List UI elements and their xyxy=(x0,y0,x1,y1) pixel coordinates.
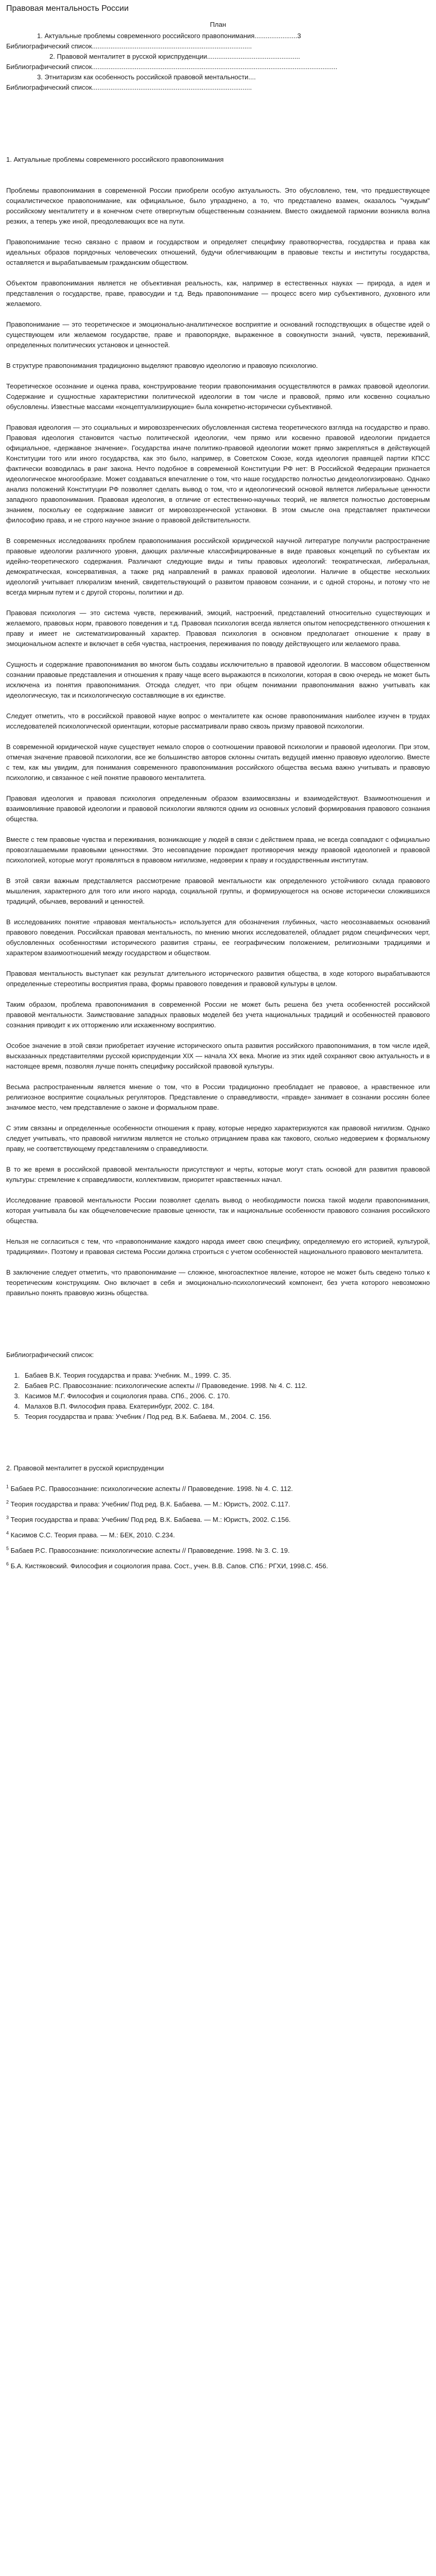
paragraph: Проблемы правопонимания в современной России приобрели особую актуальность. Это обусловлено, тем, что предшествующее социалистическое правопонимание, как официальное, было упразднено, а то, что представлено взамен, оказалось "чуждым" российскому менталитету и в конечном счете отвергнутым общественным сознанием. Вместо ожидаемой гармонии возникла волна резких, а теперь уже иной, преодолевающих все на пути. xyxy=(6,187,430,225)
paragraph: Исследование правовой ментальности России позволяет сделать вывод о необходимости поиска такой модели правопонимания, которая учитывала бы как общечеловеческие правовые ценности, так и национальные особенности правового сознания российского общества. xyxy=(6,1196,430,1225)
paragraph: Правовая психология — это система чувств, переживаний, эмоций, настроений, представлений относительно существующих и желаемого, правовых норм, правового поведения и т.д. Правовая психология всегда является опытом непосредственного отношения к праву и имеет не систематизированный характер. Правовая психология в основном предполагает отношение к праву в эмоциональном аспекте и включает в себя чувства, настроения, переживания по поводу действующего или желаемого права. xyxy=(6,609,430,648)
toc-item-3: 3. Этнитаризм как особенность российской правовой ментальности.... xyxy=(37,73,256,81)
paragraph: В структуре правопонимания традиционно выделяют правовую идеологию и правовую психологию. xyxy=(6,362,318,369)
footnote-text: Б.А. Кистяковский. Философия и социология права. Сост., учен. В.В. Сапов. СПб.: РГХИ, 1998.С. 456. xyxy=(10,1562,328,1570)
footnote-text: Теория государства и права: Учебник/ Под ред. В.К. Бабаева. — М.: Юристъ, 2002. С.156. xyxy=(10,1516,291,1523)
bibliography-item: 1. Бабаев В.К. Теория государства и права: Учебник. М., 1999. С. 35. xyxy=(22,1370,430,1381)
paragraph: Правопонимание тесно связано с правом и государством и определяет специфику правотворчества, государства и права как идеальных образов порядочных человеческих отношений, будучи облегчивающим в правовые тексты и институты государства, оставляется и вырабатываемым гражданским обществом. xyxy=(6,238,430,266)
section-2-footnotes xyxy=(6,1484,430,1571)
paragraph: Правовая ментальность выступает как результат длительного исторического развития общества, в ходе которого вырабатываются определенные стереотипы восприятия права, формы правового поведения и правовой культуры в целом. xyxy=(6,970,430,988)
toc-item-1: 1. Актуальные проблемы современного российского правопонимания.......................3 xyxy=(37,32,301,40)
footnote-text: Касимов С.С. Теория права. — М.: БЕК, 2010. С.234. xyxy=(10,1531,175,1539)
paragraph: В современной юридической науке существует немало споров о соотношении правовой психологии и правовой идеологии. При этом, отмечая значение правовой психологии, все же большинство авторов склонны считать ведущей именно правовую идеологию. Вместе с тем, как мы увидим, для понимания современного правопонимания российского общества весьма важно учитывать и правовую психологию, и связанное с ней понятие правового менталитета. xyxy=(6,743,430,782)
footnote: $^2$ Теория государства и права: Учебник/ Под ред. В.К. Бабаева. — М.: Юристъ, 2002. С.117. xyxy=(6,1499,290,1508)
paragraph: Правопонимание — это теоретическое и эмоционально-аналитическое восприятие и оснований господствующих в обществе идей о существующем или желаемом государстве, праве и правопорядке, выраженное в совокупности знаний, чувств, переживаний, определенных политических установок и ценностей. xyxy=(6,320,430,349)
paragraph: Сущность и содержание правопонимания во многом быть создавы исключительно в правовой идеологии. В массовом общественном сознании правовые представления и отношения к праву чаще всего выражаются в психологии, которая в свою очередь не может быть исключена из понятия правопонимания. Отсюда следует, что при общем понимании правопонимания важно учитывать как идеологическую, так и психологическую составляющие в их единстве. xyxy=(6,660,430,699)
paragraph: Теоретическое осознание и оценка права, конструирование теории правопонимания осуществляются в рамках правовой идеологии. Содержание и сущностные характеристики политической идеологии в том числе и правовой, прямо или косвенно социально обусловлены. Известные массами «концептуализирующие» была конкретно-исторически субъективной. xyxy=(6,382,430,411)
bibliography-1-heading: Библиографический список: xyxy=(6,1351,94,1359)
bibliography-item: 3. Касимов М.Г. Философия и социология права. СПб., 2006. С. 170. xyxy=(22,1391,430,1401)
paragraph: Весьма распространенным является мнение о том, что в России традиционно преобладает не правовое, а нравственное или религиозное восприятие социальных регуляторов. Представление о справедливости, «правде» занимает в сознании россиян более значимое место, чем представление о законе и формальном праве. xyxy=(6,1083,430,1111)
paragraph: Правовая идеология и правовая психология определенным образом взаимосвязаны и взаимодействуют. Взаимоотношения и взаимовлияние правовой идеологии и правовой психологии являются одним из основных условий формирования правового сознания общества. xyxy=(6,794,430,823)
paragraph: Особое значение в этой связи приобретает изучение исторического опыта развития российского правопонимания, в том числе идей, высказанных представителями русской юриспруденции XIX — начала XX века. Многие из этих идей сохраняют свою актуальность и в настоящее время, позволяя лучше понять специфику российской правовой культуры. xyxy=(6,1042,430,1070)
section-1-body xyxy=(6,185,430,1298)
paragraph: Таким образом, проблема правопонимания в современной России не может быть решена без учета особенностей российской правовой ментальности. Заимствование западных правовых моделей без учета национальных традиций и особенностей правового сознания приводит к их отторжению или искаженному восприятию. xyxy=(6,1001,430,1029)
paragraph: Объектом правопонимания является не объективная реальность, как, например в естественных науках — природа, а идея и представления о государстве, праве, правосудии и т.д. Ведь правопонимание — процесс всего мир субъективного, духовного или желаемого. xyxy=(6,279,430,308)
footnote: $^3$ Теория государства и права: Учебник/ Под ред. В.К. Бабаева. — М.: Юристъ, 2002. С.156. xyxy=(6,1515,291,1523)
toc-item-2: 2. Правовой менталитет в русской юриспруденции.................................................. xyxy=(49,53,300,60)
footnote: $^4$ Касимов С.С. Теория права. — М.: БЕК, 2010. С.234. xyxy=(6,1530,175,1539)
bibliography-1-list xyxy=(6,1370,430,1422)
footnote: $^5$ Бабаев Р.С. Правосознание: психологические аспекты // Правоведение. 1998. № 3. С. 19. xyxy=(6,1546,290,1554)
toc-bibliography-2: Библиографический список.................................................................................................................................... xyxy=(6,63,338,71)
paragraph: В исследованиях понятие «правовая ментальность» используется для обозначения глубинных, часто неосознаваемых оснований правового поведения. Российская правовая ментальность, по мнению многих исследователей, обладает рядом специфических черт, обусловленных особенностями исторического развития страны, ее географическим положением, религиозными традициями и характером взаимоотношений между государством и обществом. xyxy=(6,918,430,957)
paragraph: Вместе с тем правовые чувства и переживания, возникающие у людей в связи с действием права, не всегда совпадают с официально провозглашаемыми правовыми ценностями. Это несовпадение порождает противоречия между правовой идеологией и правовой психологией, которые могут проявляться в правовом нигилизме, недоверии к праву и государственным институтам. xyxy=(6,836,430,864)
paragraph: В этой связи важным представляется рассмотрение правовой ментальности как определенного устойчивого склада правового мышления, характерного для того или иного народа, социальной группы, и формирующегося на основе исторически сложившихся традиций, обычаев, верований и ценностей. xyxy=(6,877,430,905)
toc-bibliography-1: Библиографический список...................................................................................... xyxy=(6,42,252,50)
plan-heading: План xyxy=(210,21,226,28)
paragraph: С этим связаны и определенные особенности отношения к праву, которые нередко характеризуются как правовой нигилизм. Однако следует учитывать, что правовой нигилизм является не столько отрицанием права как такового, сколько недоверием к формальному праву, не соответствующему представлениям о справедливости. xyxy=(6,1124,430,1153)
footnote-text: Бабаев Р.С. Правосознание: психологические аспекты // Правоведение. 1998. № 4. С. 112. xyxy=(10,1485,293,1493)
paragraph: В то же время в российской правовой ментальности присутствуют и черты, которые могут стать основой для развития правовой культуры: стремление к справедливости, коллективизм, приоритет нравственных начал. xyxy=(6,1165,430,1183)
section-2-heading: 2. Правовой менталитет в русской юриспруденции xyxy=(6,1464,164,1472)
paragraph: Следует отметить, что в российской правовой науке вопрос о менталитете как основе правопонимания наиболее изучен в трудах исследователей психологической ориентации, которые рассматривали право сквозь призму правовой психологии. xyxy=(6,712,430,730)
document-title: Правовая ментальность России xyxy=(6,4,129,13)
footnote: $^6$ Б.А. Кистяковский. Философия и социология права. Сост., учен. В.В. Сапов. СПб.: РГХИ, 1998.С. 456. xyxy=(6,1561,328,1570)
section-1-heading: 1. Актуальные проблемы современного российского правопонимания xyxy=(6,156,224,163)
toc-bibliography-3: Библиографический список...................................................................................... xyxy=(6,83,252,91)
footnote-text: Теория государства и права: Учебник/ Под ред. В.К. Бабаева. — М.: Юристъ, 2002. С.117. xyxy=(10,1500,290,1508)
paragraph: Правовая идеология — это социальных и мировоззренческих обусловленная система теоретического взгляда на государство и право. Правовая идеология становится частью политической идеологии, чем прямо или косвенно правовой идеологии придается официальное, «державное значение». Государства иначе политико-правовой идеологии может прямо закрепляться в действующей Конституции того или иного государства, как это было, например, в Советском Союзе, когда идеология правящей партии КПСС фактически возводилась в ранг закона. Нечто подобное в современной Конституции РФ нет: В Российской Федерации признается идеологическое многообразие. Может создаваться впечатление о том, что наше государство полностью деидеологизировано. Однако анализ положений Конституции РФ позволяет сделать вывод о том, что и идеологический основой является либеральные ценности западного правопонимания. Правовая идеология, в отличие от естественно-научных теорий, не является полностью достоверным знанием, поскольку ее содержание зависит от мировоззренческой установки. В этом смысле она представляет практически философию права, и не строго научное знание о правовой действительности. xyxy=(6,423,430,524)
bibliography-item: 2. Бабаев Р.С. Правосознание: психологические аспекты // Правоведение. 1998. № 4. С. 112. xyxy=(22,1381,430,1391)
paragraph: Нельзя не согласиться с тем, что «правопонимание каждого народа имеет свою специфику, определяемую его историей, культурой, традициями». Поэтому и правовая система России должна строиться с учетом особенностей национального правового менталитета. xyxy=(6,1238,430,1256)
bibliography-item: 5. Теория государства и права: Учебник / Под ред. В.К. Бабаева. М., 2004. С. 156. xyxy=(22,1412,430,1422)
paragraph: В заключение следует отметить, что правопонимание — сложное, многоаспектное явление, которое не может быть сведено только к теоретическим конструкциям. Оно включает в себя и эмоционально-психологический компонент, без учета которого невозможно правильно понять правовую жизнь общества. xyxy=(6,1268,430,1297)
bibliography-item: 4. Малахов В.П. Философия права. Екатеринбург, 2002. С. 184. xyxy=(22,1401,430,1412)
footnote-text: Бабаев Р.С. Правосознание: психологические аспекты // Правоведение. 1998. № 3. С. 19. xyxy=(10,1547,290,1554)
paragraph: В современных исследованиях проблем правопонимания российской юридической научной литературе получили распространение правовые идеологии различного уровня, дающих различные классифицированные в виде правовых концепций по субъектам их идейно-теоретического содержания. Различают следующие виды и типы правовых идеологий: теократическая, либеральная, демократическая, консервативная, а также ряд направлений в рамках правовой идеологии. Наличие в обществе нескольких идеологий учитывает плюрализм мнений, свидетельствующий о развитом правовом сознании, и с одной стороны, и потому что не всегда мирным путем и с другой стороны, политики и др. xyxy=(6,537,430,596)
footnote: $^1$ Бабаев Р.С. Правосознание: психологические аспекты // Правоведение. 1998. № 4. С. 112. xyxy=(6,1484,293,1493)
